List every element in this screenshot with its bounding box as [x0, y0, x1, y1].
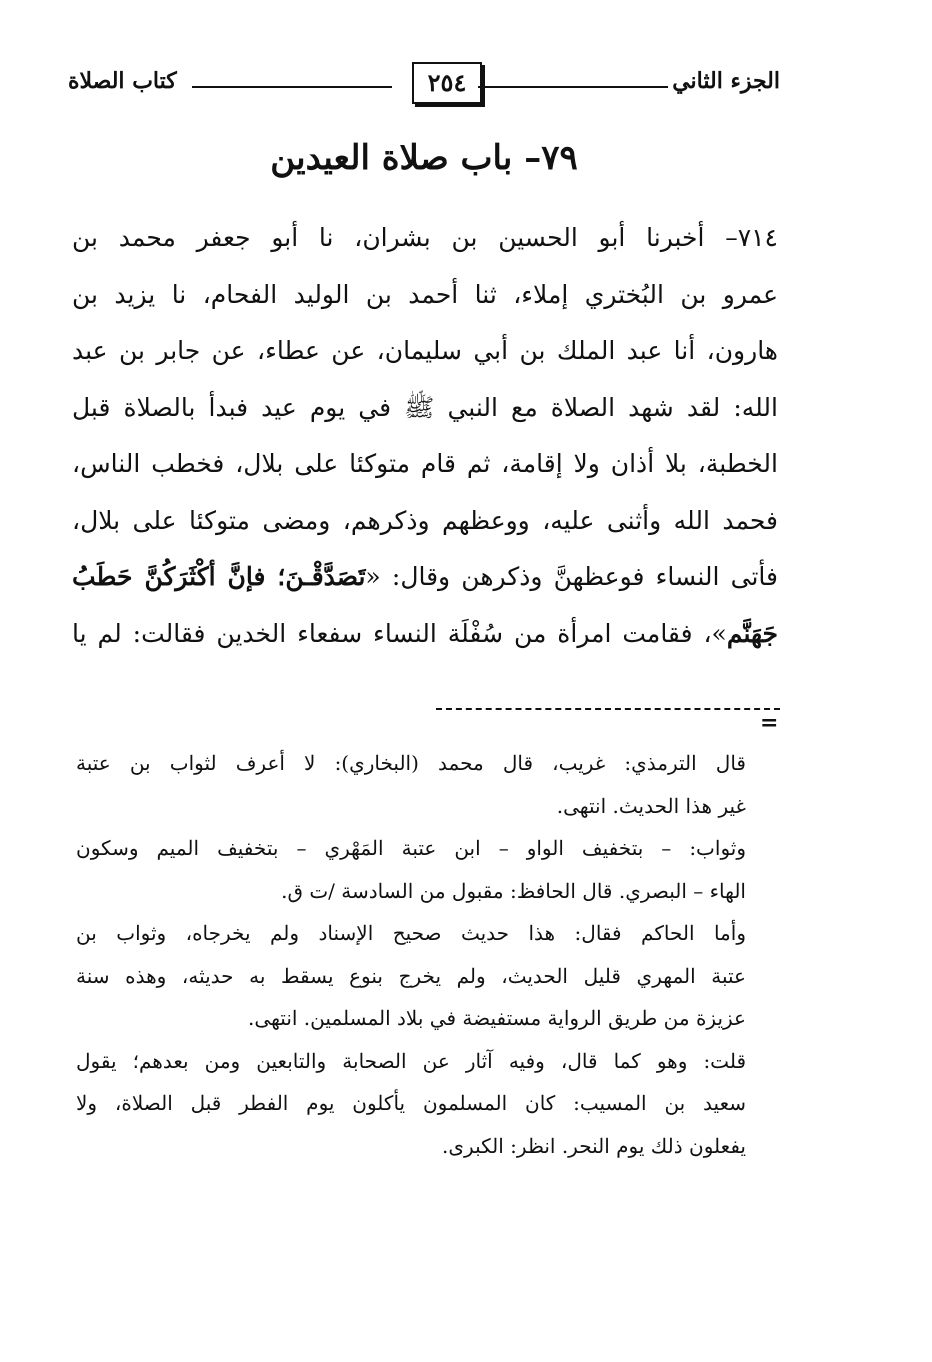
footnote-divider [436, 708, 780, 710]
main-text-line: هارون، أنا عبد الملك بن أبي سليمان، عن عطاء، عن جابر بن عبد [72, 336, 778, 365]
footnote-continuation-mark: = [760, 710, 779, 736]
main-text-line: الله: لقد شهد الصلاة مع النبي ﷺ في يوم عيد فبدأ بالصلاة قبل [72, 392, 778, 422]
footnote-line: عزيزة من طريق الرواية مستفيضة في بلاد المسلمين. انتهى. [248, 1006, 746, 1030]
header-rule-left [192, 86, 392, 88]
hadith-quote-bold: تَصَدَّقْـنَ؛ فإنَّ أكْثَرَكُنَّ حَطَبُ [72, 562, 366, 591]
running-header [68, 60, 780, 110]
footnote-line: عتبة المهري قليل الحديث، ولم يخرج بنوع يسقط به حديثه، وهذه سنة [76, 963, 746, 988]
header-rule-right [478, 86, 668, 88]
footnote-line: وأما الحاكم فقال: هذا حديث صحيح الإسناد ولم يخرجاه، وثواب بن [76, 921, 746, 945]
main-text [72, 210, 778, 662]
hadith-quote-bold: جَهَنَّم [726, 618, 778, 648]
main-text-line: ٧١٤– أخبرنا أبو الحسين بن بشران، نا أبو جعفر محمد بن [72, 223, 778, 252]
footnote-line: قلت: وهو كما قال، وفيه آثار عن الصحابة والتابعين ومن بعدهم؛ يقول [76, 1048, 746, 1073]
footnote-line: سعيد بن المسيب: كان المسلمون يأكلون يوم الفطر قبل الصلاة، ولا [76, 1091, 746, 1115]
chapter-title: ٧٩– باب صلاة العيدين [270, 138, 578, 178]
main-text-segment: فأتى النساء فوعظهنَّ وذكرهن وقال: « [365, 562, 778, 591]
main-text-line: عمرو بن البُختري إملاء، ثنا أحمد بن الوليد الفحام، نا يزيد بن [72, 279, 778, 309]
main-text-line [72, 549, 778, 606]
main-text-segment: »، فقامت امرأة من سُفْلَة النساء سفعاء الخدين فقالت: لم يا [72, 618, 727, 648]
page-number: ٢٥٤ [412, 62, 482, 104]
footnote-line: وثواب: – بتخفيف الواو – ابن عتبة المَهْري – بتخفيف الميم وسكون [76, 836, 746, 860]
footnote-line: قال الترمذي: غريب، قال محمد (البخاري): لا أعرف لثواب بن عتبة [76, 751, 746, 775]
main-text-line [72, 606, 778, 663]
footnote-line: غير هذا الحديث. انتهى. [556, 793, 746, 818]
main-text-line: فحمد الله وأثنى عليه، ووعظهم وذكرهم، ومضى متوكئا على بلال، [72, 505, 778, 535]
footnote-line: الهاء – البصري. قال الحافظ: مقبول من السادسة /ت ق. [281, 878, 746, 903]
footnote-line: يفعلون ذلك يوم النحر. انظر: الكبرى. [442, 1133, 746, 1158]
volume-label: الجزء الثاني [672, 68, 780, 94]
book-section-label: كتاب الصلاة [68, 68, 177, 94]
main-text-line: الخطبة، بلا أذان ولا إقامة، ثم قام متوكئا على بلال، فخطب الناس، [72, 449, 778, 478]
footnotes [76, 742, 746, 1167]
